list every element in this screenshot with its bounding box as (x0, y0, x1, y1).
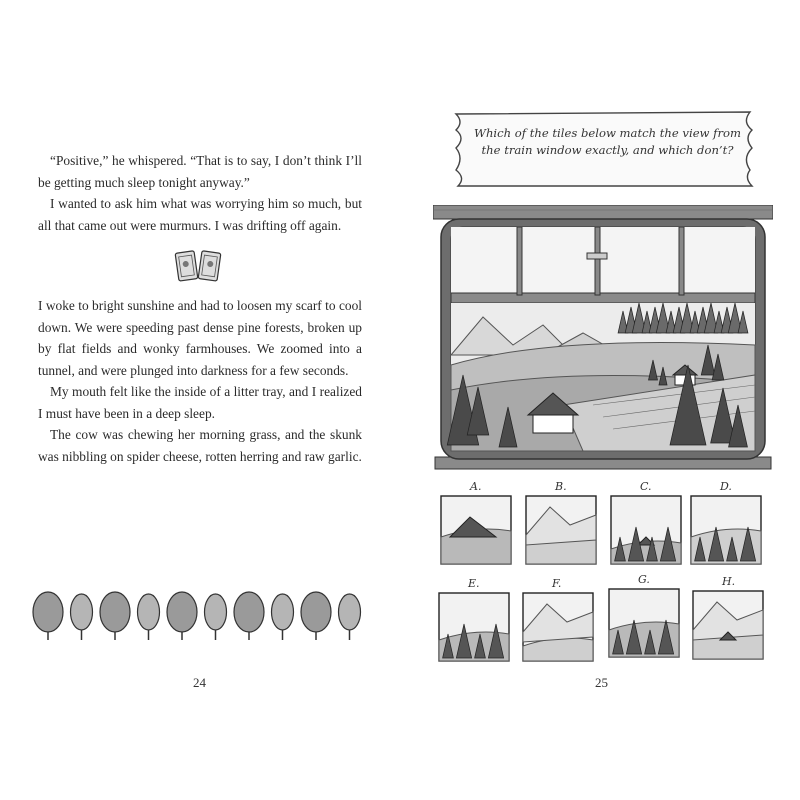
tile-a[interactable] (440, 495, 512, 565)
tile-label: G. (638, 573, 650, 586)
tree-icon (100, 592, 130, 632)
tree-icon (33, 592, 63, 632)
tile-label: A. (470, 480, 482, 493)
playing-cards-icon (174, 248, 224, 284)
tile-label: E. (468, 577, 480, 590)
puzzle-prompt: Which of the tiles below match the view from the train window exactly, and which don’t? (474, 126, 741, 157)
tile-label: H. (722, 575, 736, 588)
right-page (400, 0, 800, 800)
page-number: 24 (193, 675, 206, 690)
tile-h[interactable] (692, 590, 764, 660)
tile-g[interactable] (608, 588, 680, 658)
tree-icon (339, 594, 361, 630)
tree-icon (138, 594, 160, 630)
tree-icon (272, 594, 294, 630)
tile-c[interactable] (610, 495, 682, 565)
tree-border (30, 588, 370, 644)
tile-f[interactable] (522, 592, 594, 662)
tree-icon (71, 594, 93, 630)
tree-icon (167, 592, 197, 632)
tile-d[interactable] (690, 495, 762, 565)
tile-label: F. (552, 577, 562, 590)
tile-label: D. (720, 480, 732, 493)
tile-label: C. (640, 480, 652, 493)
paragraph: I woke to bright sunshine and had to loosen my scarf to cool down. We were speeding past dense pine forests, broken up by flat fields and wonky farmhouses. We zoomed into a tunnel, and were plunged into darkness for a few seconds. (38, 298, 362, 378)
tile-b[interactable] (525, 495, 597, 565)
paragraph: “Positive,” he whispered. “That is to say, I don’t think I’ll be getting much sleep tonight anyway.” (38, 153, 362, 190)
paragraph: The cow was chewing her morning grass, and the skunk was nibbling on spider cheese, rotten herring and raw garlic. (38, 427, 362, 464)
tile-label: B. (555, 480, 567, 493)
story-text-top (38, 150, 362, 236)
tree-icon (301, 592, 331, 632)
tree-icon (234, 592, 264, 632)
page-number: 25 (595, 675, 608, 690)
paragraph: I wanted to ask him what was worrying him so much, but all that came out were murmurs. I was drifting off again. (38, 196, 362, 233)
paragraph: My mouth felt like the inside of a litter tray, and I realized I must have been in a deep sleep. (38, 384, 362, 421)
tile-e[interactable] (438, 592, 510, 662)
train-window-illustration (433, 205, 773, 473)
story-text-bottom (38, 295, 362, 467)
tree-icon (205, 594, 227, 630)
